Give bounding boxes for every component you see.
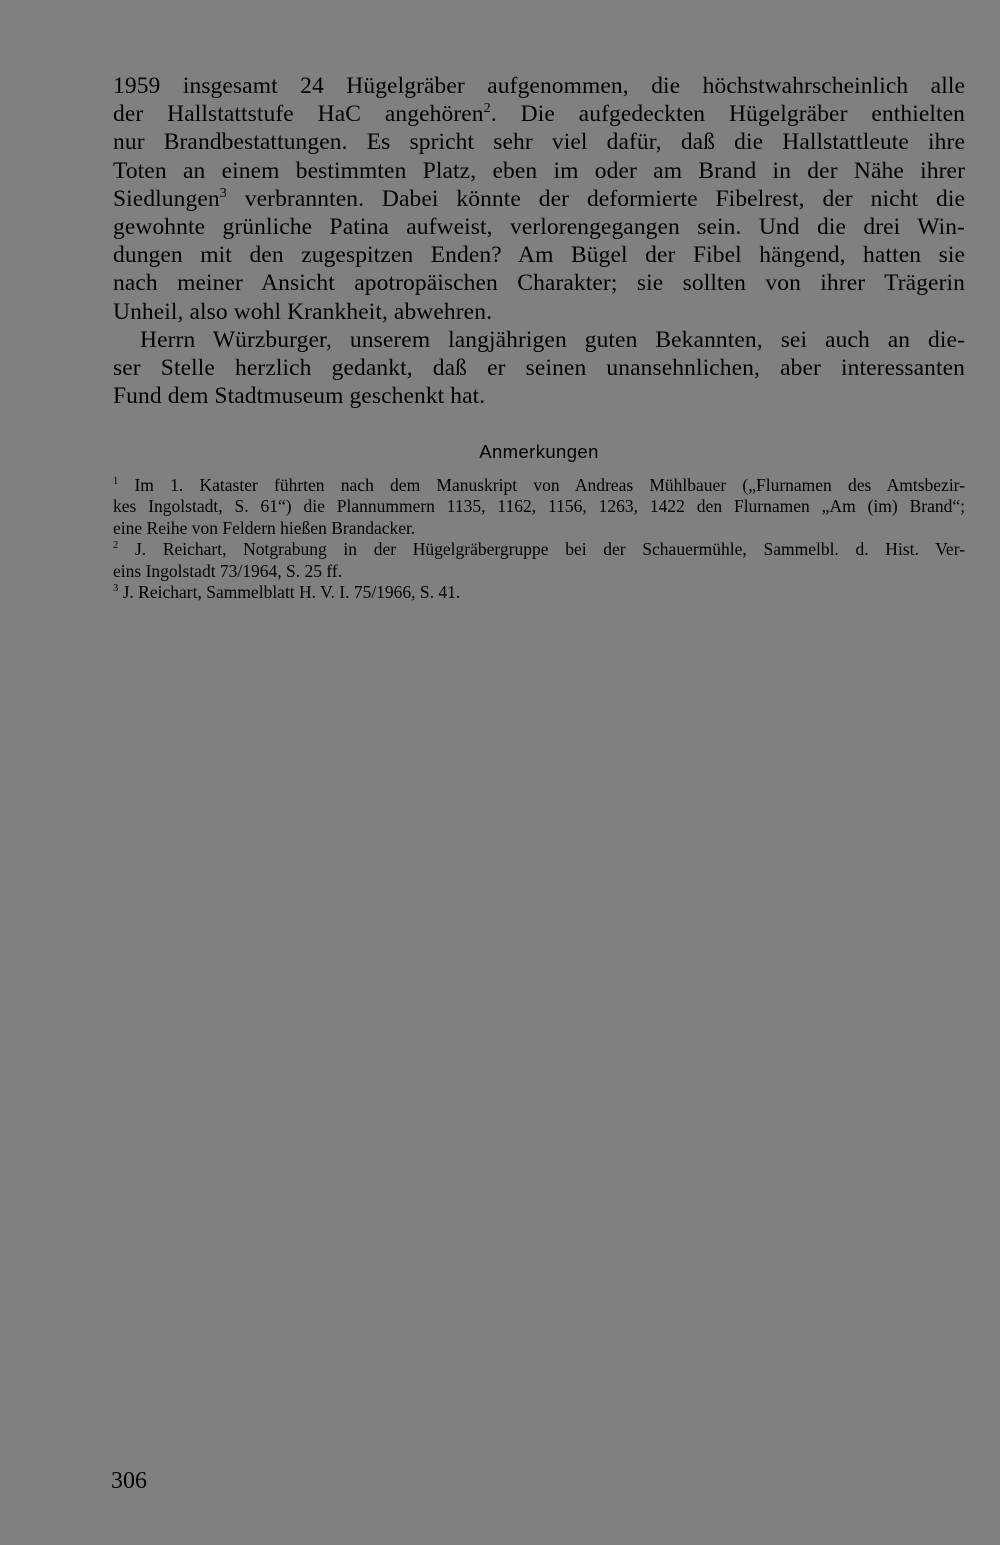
footnote-marker: 1 [113, 476, 119, 488]
footnote-line [113, 582, 965, 603]
footnote-ref: 2 [483, 100, 491, 117]
body-line [113, 185, 965, 213]
footnote-text: J. Reichart, Sammelblatt H. V. I. 75/1966, S. 41. [118, 581, 461, 602]
body-line: gewohnte grünliche Patina aufweist, verlorengegangen sein. Und die drei Win- [113, 213, 965, 240]
body-line: Fund dem Stadtmuseum geschenkt hat. [113, 383, 486, 410]
footnote-marker: 2 [113, 540, 119, 552]
footnote-text: J. Reichart, Notgrabung in der Hügelgräbergruppe bei der Schauermühle, Sammelbl. d. Hist. Ver- [118, 539, 965, 560]
body-line: nach meiner Ansicht apotropäischen Charakter; sie sollten von ihrer Trägerin [113, 270, 965, 297]
footnote-ref: 3 [219, 184, 227, 201]
footnote-line: eins Ingolstadt 73/1964, S. 25 ff. [113, 560, 343, 581]
footnote-text: Im 1. Kataster führten nach dem Manuskript von Andreas Mühlbauer („Flurnamen des Amtsbezir- [118, 475, 965, 495]
footnote-line [113, 539, 965, 560]
body-line [113, 100, 965, 128]
body-line: Unheil, also wohl Krankheit, abwehren. [113, 298, 493, 325]
body-line: dungen mit den zugespitzen Enden? Am Bügel der Fibel hängend, hatten sie [113, 242, 965, 269]
body-line: Herrn Würzburger, unserem langjährigen guten Bekannten, sei auch an die- [140, 326, 965, 353]
body-line-text: verbrannten. Dabei könnte der deformierte Fibelrest, der nicht die [226, 185, 965, 212]
footnote-marker: 3 [113, 583, 119, 595]
footnote-line [113, 475, 965, 496]
body-line: ser Stelle herzlich gedankt, daß er seinen unansehnlichen, aber interessanten [113, 354, 965, 381]
body-line: Toten an einem bestimmten Platz, eben im oder am Brand in der Nähe ihrer [113, 157, 965, 184]
body-line-text: . Die aufgedeckten Hügelgräber enthielten [490, 101, 966, 128]
footnotes [113, 475, 965, 603]
page-number: 306 [111, 1468, 147, 1494]
body-line: 1959 insgesamt 24 Hügelgräber aufgenommen, die höchstwahrscheinlich alle [113, 73, 965, 99]
notes-heading: Anmerkungen [479, 441, 599, 462]
body-line: nur Brandbestattungen. Es spricht sehr viel dafür, daß die Hallstattleute ihre [113, 129, 965, 156]
footnote-line: eine Reihe von Feldern hießen Brandacker. [113, 517, 416, 538]
body-line-text: der Hallstattstufe HaC angehören [113, 101, 484, 128]
footnote-line: kes Ingolstadt, S. 61“) die Plannummern 1135, 1162, 1156, 1263, 1422 den Flurnamen „Am (im) Brand“; [113, 496, 965, 517]
body-text [113, 72, 965, 410]
body-line-text: Siedlungen [113, 185, 220, 212]
